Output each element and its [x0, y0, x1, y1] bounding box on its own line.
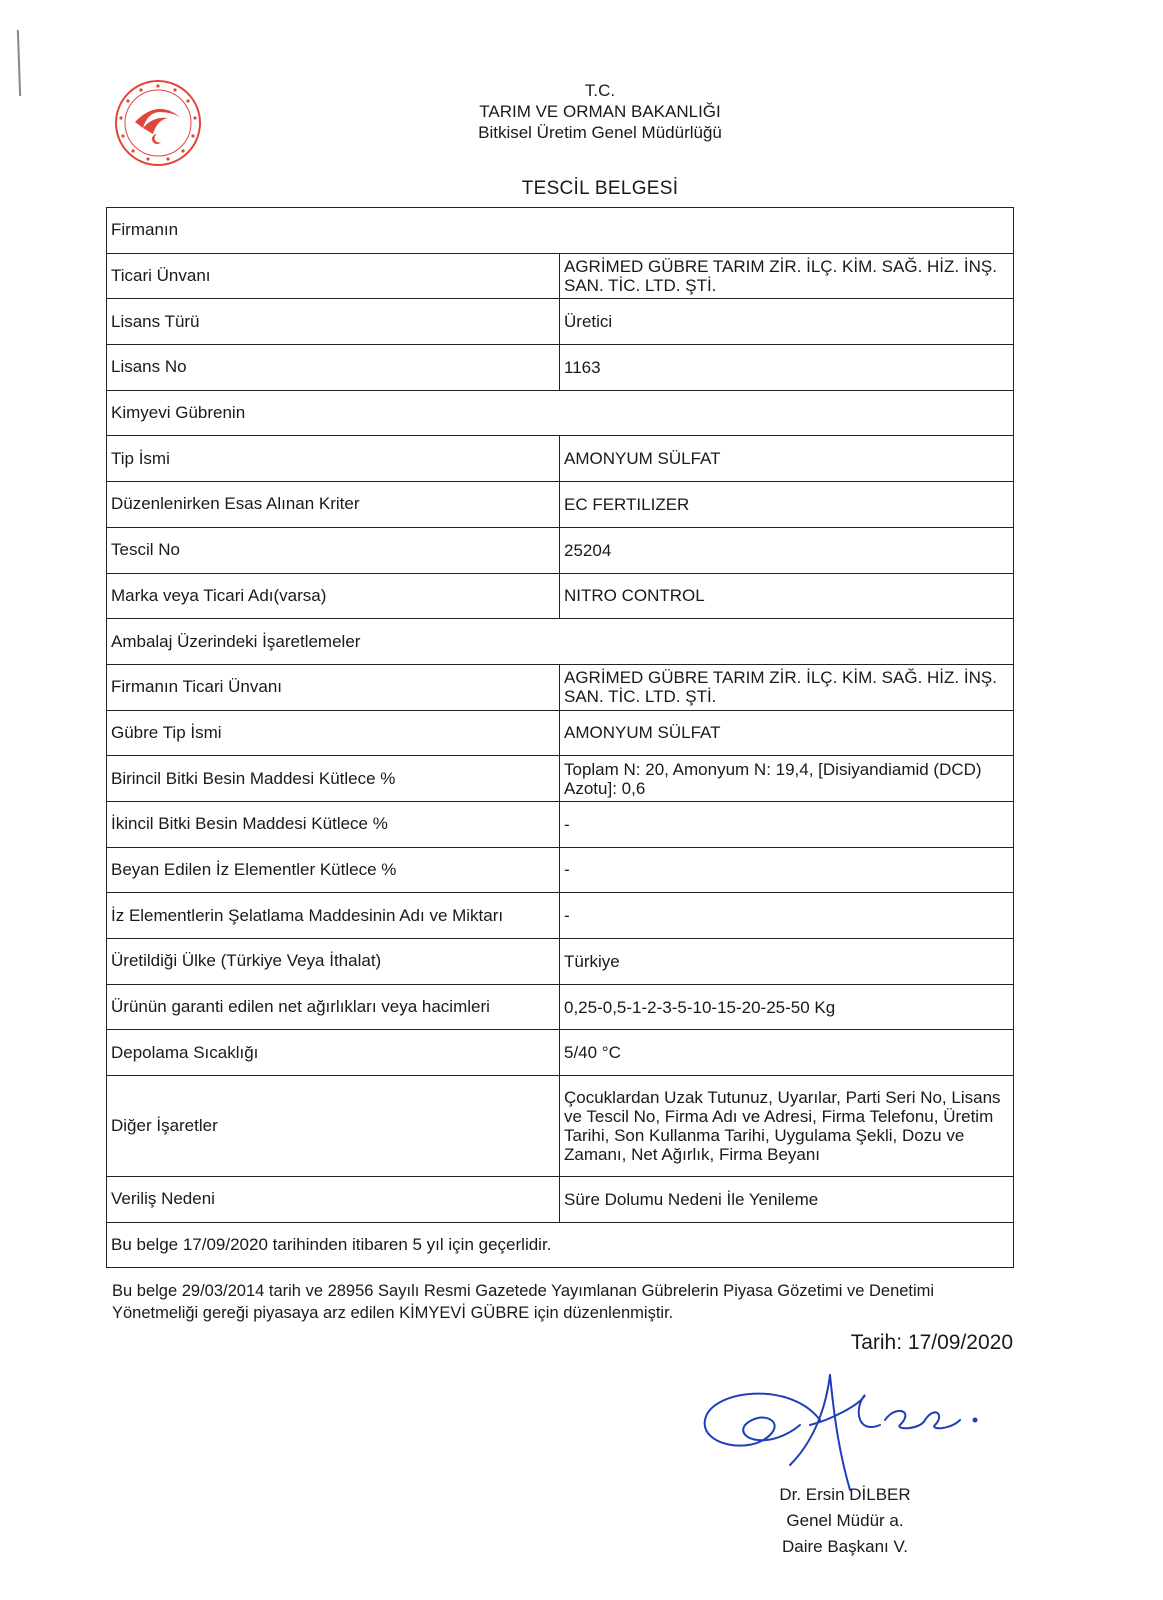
field-label: Depolama Sıcaklığı: [107, 1030, 560, 1076]
table-row: [107, 756, 1014, 802]
field-label: Tip İsmi: [107, 436, 560, 482]
field-label: Beyan Edilen İz Elementler Kütlece %: [107, 847, 560, 893]
field-value: Çocuklardan Uzak Tutunuz, Uyarılar, Parti Seri No, Lisans ve Tescil No, Firma Adı ve Adresi, Firma Telefonu, Üretim Tarihi, Son Kullanma Tarihi, Uygulama Şekli, Dozu ve Zamanı, Net Ağırlık, Firma Beyanı: [560, 1076, 1014, 1177]
table-row: [107, 893, 1014, 939]
validity-statement: Bu belge 17/09/2020 tarihinden itibaren 5 yıl için geçerlidir.: [107, 1222, 1014, 1268]
field-label: Marka veya Ticari Adı(varsa): [107, 573, 560, 619]
field-value: 25204: [560, 527, 1014, 573]
field-label: Veriliş Nedeni: [107, 1177, 560, 1223]
field-label: Ticari Ünvanı: [107, 253, 560, 299]
table-row: [107, 299, 1014, 345]
table-row: [107, 664, 1014, 710]
field-value: -: [560, 801, 1014, 847]
field-value: Üretici: [560, 299, 1014, 345]
field-label: Diğer İşaretler: [107, 1076, 560, 1177]
section-row: [107, 619, 1014, 665]
table-row: [107, 573, 1014, 619]
table-row: [107, 1030, 1014, 1076]
issue-date: Tarih: 17/09/2020: [850, 1331, 1013, 1354]
field-value: 0,25-0,5-1-2-3-5-10-15-20-25-50 Kg: [560, 984, 1014, 1030]
table-row: [107, 801, 1014, 847]
field-value: 1163: [560, 345, 1014, 391]
table-row: [107, 482, 1014, 528]
table-row: [107, 345, 1014, 391]
header-state: T.C.: [584, 81, 616, 100]
document-title: TESCİL BELGESİ: [521, 178, 679, 199]
section-label: Kimyevi Gübrenin: [107, 390, 1014, 436]
field-label: Düzenlenirken Esas Alınan Kriter: [107, 482, 560, 528]
field-label: Birincil Bitki Besin Maddesi Kütlece %: [107, 756, 560, 802]
table-row: [107, 710, 1014, 756]
field-label: İz Elementlerin Şelatlama Maddesinin Adı ve Miktarı: [107, 893, 560, 939]
field-value: 5/40 °C: [560, 1030, 1014, 1076]
field-label: Lisans No: [107, 345, 560, 391]
signer-role: Daire Başkanı V.: [782, 1537, 908, 1556]
signer-name: Dr. Ersin DİLBER: [779, 1485, 911, 1504]
header-directorate: Bitkisel Üretim Genel Müdürlüğü: [478, 123, 722, 142]
field-value: AMONYUM SÜLFAT: [560, 436, 1014, 482]
header-ministry: TARIM VE ORMAN BAKANLIĞI: [479, 102, 721, 121]
field-label: Firmanın Ticari Ünvanı: [107, 664, 560, 710]
table-row: [107, 939, 1014, 985]
section-label: Ambalaj Üzerindeki İşaretlemeler: [107, 619, 1014, 665]
section-row: [107, 208, 1014, 254]
table-row: [107, 1177, 1014, 1223]
field-value: -: [560, 847, 1014, 893]
field-label: Lisans Türü: [107, 299, 560, 345]
field-label: Gübre Tip İsmi: [107, 710, 560, 756]
section-row: [107, 390, 1014, 436]
field-value: Toplam N: 20, Amonyum N: 19,4, [Disiyandiamid (DCD) Azotu]: 0,6: [560, 756, 1014, 802]
registration-table: [106, 207, 1014, 1268]
table-row: [107, 527, 1014, 573]
field-value: -: [560, 893, 1014, 939]
field-value: AMONYUM SÜLFAT: [560, 710, 1014, 756]
section-label: Firmanın: [107, 208, 1014, 254]
table-row: [107, 1076, 1014, 1177]
table-row: [107, 847, 1014, 893]
field-value: Süre Dolumu Nedeni İle Yenileme: [560, 1177, 1014, 1223]
field-value: AGRİMED GÜBRE TARIM ZİR. İLÇ. KİM. SAĞ. HİZ. İNŞ. SAN. TİC. LTD. ŞTİ.: [560, 253, 1014, 299]
signer-title: Genel Müdür a.: [786, 1511, 904, 1530]
field-value: Türkiye: [560, 939, 1014, 985]
validity-row: [107, 1222, 1014, 1268]
field-label: İkincil Bitki Besin Maddesi Kütlece %: [107, 801, 560, 847]
ministry-seal-icon: [113, 78, 203, 168]
signature-icon: [690, 1365, 990, 1495]
table-row: [107, 984, 1014, 1030]
field-label: Ürünün garanti edilen net ağırlıkları veya hacimleri: [107, 984, 560, 1030]
field-value: EC FERTILIZER: [560, 482, 1014, 528]
field-label: Tescil No: [107, 527, 560, 573]
legal-note: Bu belge 29/03/2014 tarih ve 28956 Sayılı Resmi Gazetede Yayımlanan Gübrelerin Piyasa Gözetimi ve Denetimi Yönetmeliği gereği piyasaya arz edilen KİMYEVİ GÜBRE için düzenlenmiştir.: [112, 1282, 935, 1322]
field-value: AGRİMED GÜBRE TARIM ZİR. İLÇ. KİM. SAĞ. HİZ. İNŞ. SAN. TİC. LTD. ŞTİ.: [560, 664, 1014, 710]
table-row: [107, 436, 1014, 482]
table-row: [107, 253, 1014, 299]
document-header: [400, 80, 800, 143]
field-label: Üretildiği Ülke (Türkiye Veya İthalat): [107, 939, 560, 985]
scan-artifact: [17, 30, 21, 96]
field-value: NITRO CONTROL: [560, 573, 1014, 619]
signer-block: [760, 1482, 930, 1560]
